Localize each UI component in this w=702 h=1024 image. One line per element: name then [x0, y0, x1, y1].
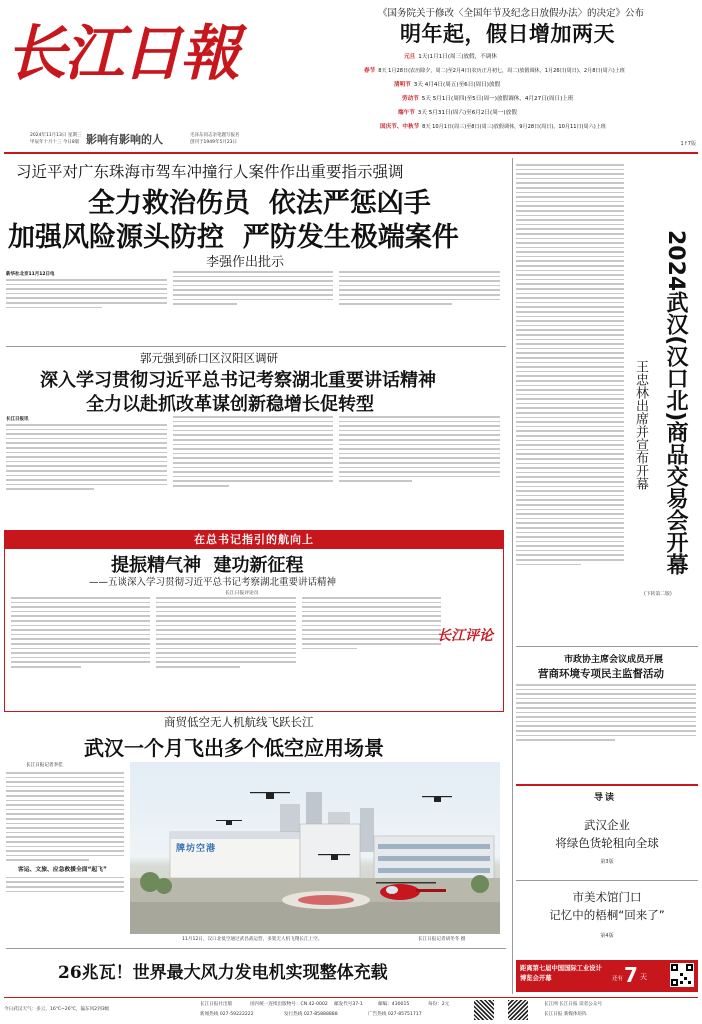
- lowalt-subhead: 客运、文旅、应急救援全面“起飞”: [18, 866, 107, 873]
- lead-story: [6, 158, 506, 348]
- lead-sub: 李强作出批示: [206, 255, 285, 270]
- holiday-row: [394, 77, 700, 91]
- lead-col-1: [6, 271, 167, 341]
- lead-headline-2[interactable]: 加强风险源头防控 严防发生极端案件: [8, 222, 459, 253]
- second-dateline: 长江日报讯: [6, 417, 29, 422]
- second-col-3: [339, 416, 500, 524]
- lead-body: [6, 271, 500, 341]
- holiday-row: [404, 49, 700, 63]
- holiday-text: 8天 10月1日(周三)至8日(周三)放假调休，9月28日(周日)、10月11日(周六)上班: [422, 123, 606, 130]
- lowalt-reporter: 长江日报记者李佳: [26, 763, 63, 768]
- lowalt-story: [6, 714, 506, 950]
- footer-apps-2: 长江日报 新媒体矩阵: [544, 1012, 587, 1017]
- holiday-text: 3天 5月31日(周六)至6月2日(周一)放假: [417, 110, 517, 116]
- holiday-text: 3天 4月4日(周五)至6日(周日)放假: [413, 82, 501, 88]
- footer-postal: 邮发代号37-1: [334, 1002, 363, 1007]
- ad-qr-code: [670, 963, 694, 987]
- sidebar-section-divider: [516, 646, 698, 647]
- commentary-box: [4, 530, 504, 712]
- commentary-headline[interactable]: 提振精气神 建功新征程: [111, 555, 304, 576]
- inscription-line-1: 毛泽东同志亲笔题写报名: [190, 133, 240, 138]
- fair-vertical-sub: 王忠林出席并宣布开幕: [633, 360, 648, 490]
- photo-sign-text: 牌坊空港: [176, 844, 217, 854]
- newspaper-logo: 长江日報: [6, 19, 238, 89]
- second-col-2: [173, 416, 334, 524]
- footer-divider: [4, 997, 698, 998]
- lead-headline-1[interactable]: 全力救治伤员 依法严惩凶手: [88, 188, 431, 219]
- lead-dateline: 新华社北京11月12日电: [6, 272, 55, 277]
- drone-photo: [130, 762, 500, 934]
- holiday-list: [364, 49, 700, 133]
- guide-item-title: 市美术馆门口 记忆中的梧桐“回来了”: [549, 890, 665, 922]
- fair-continued: (下转第二版): [644, 592, 672, 597]
- holiday-name: 劳动节: [402, 96, 419, 102]
- lead-kicker[interactable]: 习近平对广东珠海市驾车冲撞行人案件作出重要指示强调: [16, 163, 404, 181]
- holiday-row: [364, 63, 700, 77]
- lowalt-kicker[interactable]: 商贸低空无人机航线飞跃长江: [164, 715, 314, 729]
- second-kicker[interactable]: 郭元强到硚口区汉阳区调研: [140, 351, 278, 365]
- lowalt-headline[interactable]: 武汉一个月飞出多个低空应用场景: [84, 736, 384, 760]
- footer-news-hotline: 新闻热线 027-59222222: [200, 1012, 254, 1017]
- second-headline-1[interactable]: 深入学习贯彻习近平总书记考察湖北重要讲话精神: [40, 370, 436, 391]
- guide-item-title: 武汉企业 将绿色货轮租向全球: [555, 818, 659, 850]
- footer-cn: 国内统一连续出版物号：CN 42-0002: [250, 1002, 328, 1007]
- sidebar: [516, 160, 698, 992]
- holiday-name: 端午节: [398, 110, 415, 116]
- commentary-column-logo: 长江评论: [437, 628, 493, 644]
- commentary-author: 长江日报评论员: [225, 591, 259, 596]
- expo-countdown-ad[interactable]: [516, 960, 698, 992]
- holiday-text: 5天 5月1日(周四)至5日(周一)放假调休，4月27日(周日)上班: [421, 96, 574, 102]
- second-col-1: [6, 416, 167, 524]
- inscription-line-2: 创刊于1949年5月23日: [190, 140, 238, 145]
- fair-story-text: [516, 164, 624, 602]
- lead-col-2: [173, 271, 334, 341]
- guide-item[interactable]: [516, 884, 698, 954]
- ad-unit: 天: [640, 973, 647, 981]
- second-story: [6, 348, 506, 528]
- footer-weather: 今日武汉天气：多云，16℃~26℃，偏东风2到3级: [4, 1007, 110, 1012]
- guide-item-page: 第4版: [600, 933, 614, 939]
- footer-qr-icon: [508, 1000, 528, 1020]
- commentary-body: [11, 597, 441, 707]
- footer-price: 每份：2元: [428, 1002, 450, 1007]
- holiday-text: 1天(1月1日(周三)放假，不调休: [418, 54, 497, 60]
- top-story-headline[interactable]: 明年起，假日增加两天: [400, 22, 615, 46]
- footer-post-code: 邮编：430015: [378, 1002, 410, 1007]
- date-line-2: 甲辰年十月十三 今日8版: [30, 140, 80, 145]
- qr-icon: [670, 963, 694, 987]
- footer-publisher: 长江日报社出版: [200, 1002, 233, 1007]
- lead-col-3: [339, 271, 500, 341]
- commentary-col-3: [302, 597, 441, 707]
- section-divider: [6, 948, 506, 949]
- holiday-row: [398, 105, 700, 119]
- commentary-banner: 在总书记指引的航向上: [5, 531, 503, 549]
- holiday-name: 元旦: [404, 54, 416, 60]
- section-divider: [6, 346, 506, 347]
- holiday-name: 清明节: [394, 82, 411, 88]
- commentary-sub: ——五谈深入学习贯彻习近平总书记考察湖北重要讲话精神: [89, 577, 337, 588]
- masthead-slogan: 影响有影响的人: [86, 133, 163, 146]
- holiday-row: [402, 91, 700, 105]
- footer-ad-line: 广告热线 027-85751717: [368, 1012, 422, 1017]
- footer: [4, 999, 698, 1023]
- holiday-text: 8天 1月28日(农历除夕，周二)至2月4日(农历正月初七，周二)放假调休，1月26日(周日)、2月8日(周六)上班: [378, 67, 625, 74]
- ad-days: 7: [624, 963, 638, 987]
- commentary-col-1: [11, 597, 150, 707]
- footer-apps: 长江网 长江日报 读者公众号: [544, 1002, 603, 1007]
- holiday-name: 国庆节、中秋节: [380, 124, 420, 130]
- meeting-headline[interactable]: 营商环境专项民主监督活动: [538, 668, 664, 680]
- photo-credit: 长江日报记者胡冬冬 摄: [418, 937, 466, 942]
- fair-vertical-headline[interactable]: 2024武汉(汉口北)商品交易会开幕: [663, 230, 688, 576]
- ad-text: 距离第七届中国国际工业设计博览会开幕: [520, 965, 602, 982]
- top-story-kicker[interactable]: 《国务院关于修改〈全国年节及纪念日放假办法〉的决定》公布: [378, 8, 645, 19]
- masthead-divider: [4, 152, 698, 154]
- masthead: [6, 4, 276, 152]
- guide-item-page: 第3版: [600, 859, 614, 865]
- bottom-headline[interactable]: 26兆瓦！世界最大风力发电机实现整体充载: [58, 963, 388, 983]
- guide-item[interactable]: [516, 810, 698, 881]
- holiday-name: 春节: [364, 68, 376, 74]
- commentary-col-2: [156, 597, 295, 707]
- meeting-body: [516, 684, 696, 754]
- guide-label: 导读: [594, 793, 617, 803]
- sidebar-divider: [512, 158, 513, 994]
- holiday-row: [380, 119, 700, 133]
- photo-caption: 11月12日，汉口北低空通过武昌战运营，多架无人机飞翔长江上空。: [182, 937, 323, 942]
- meeting-kicker[interactable]: 市政协主席会议成员开展: [564, 655, 664, 665]
- ad-prefix: 还有: [612, 976, 624, 982]
- footer-qr-icon: [474, 1000, 494, 1020]
- top-story-page-ref: 1↑7版: [680, 141, 696, 147]
- lowalt-text-col: [6, 760, 124, 946]
- date-line-1: 2024年11月13日 星期三: [30, 133, 82, 138]
- second-body: [6, 416, 500, 524]
- second-headline-2[interactable]: 全力以赴抓改革谋创新稳增长促转型: [86, 394, 374, 415]
- guide-box: [516, 784, 698, 956]
- footer-subscription: 发行热线 027-85888888: [284, 1012, 338, 1017]
- top-story: [320, 3, 700, 153]
